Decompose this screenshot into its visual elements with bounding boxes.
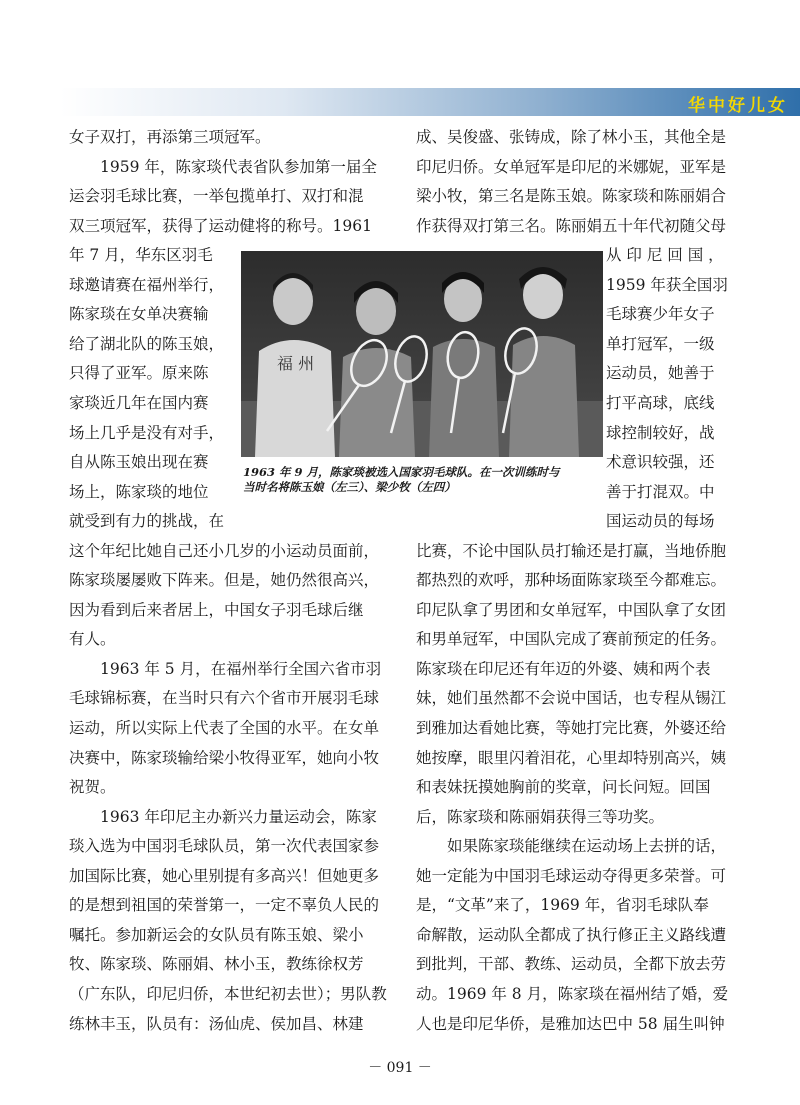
text-line: 家琰近几年在国内赛 xyxy=(69,393,209,412)
text-line: （广东队，印尼归侨，本世纪初去世）；男队教 xyxy=(69,984,387,1003)
text-line: 她一定能为中国羽毛球运动夺得更多荣誉。可 xyxy=(416,866,727,885)
text-line: 就受到有力的挑战，在 xyxy=(69,512,225,531)
text-line: 场上，陈家琰的地位 xyxy=(69,482,209,501)
text-line: 妹，她们虽然都不会说中国话，也专程从锡江 xyxy=(416,689,727,708)
text-line: 毛球锦标赛，在当时只有六个省市开展羽毛球 xyxy=(69,689,380,708)
text-line: 和表妹抚摸她胸前的奖章，问长问短。回国 xyxy=(416,778,711,797)
text-line: 都热烈的欢呼，那种场面陈家琰至今都难忘。 xyxy=(416,571,727,590)
text-line: 年 7 月，华东区羽毛 xyxy=(69,246,213,265)
page-number: － 091 － xyxy=(368,1060,432,1076)
text-line: 运动员，她善于 xyxy=(606,364,715,383)
text-line: 后，陈家琰和陈丽娟获得三等功奖。 xyxy=(416,807,665,826)
text-line: 单打冠军，一级 xyxy=(606,334,715,353)
text-line: 从 印 尼 回 国 ， xyxy=(606,246,724,265)
text-line: 她按摩，眼里闪着泪花，心里却特别高兴，姨 xyxy=(416,748,727,767)
text-line: 印尼队拿了男团和女单冠军，中国队拿了女团 xyxy=(416,600,727,619)
text-line: 毛球赛少年女子 xyxy=(606,305,715,324)
text-line: 球邀请赛在福州举行， xyxy=(69,275,225,294)
text-line: 嘱托。参加新运会的女队员有陈玉娘、梁小 xyxy=(69,925,364,944)
text-line: 打平高球，底线 xyxy=(606,393,715,412)
text-line: 1959 年，陈家琰代表省队参加第一届全 xyxy=(69,157,377,176)
text-line: 女子双打，再添第三项冠军。 xyxy=(69,128,271,146)
text-line: 因为看到后来者居上，中国女子羽毛球后继 xyxy=(69,600,364,619)
text-line: 国运动员的每场 xyxy=(606,512,715,531)
section-header-band xyxy=(60,88,800,116)
text-line: 比赛，不论中国队员打输还是打赢，当地侨胞 xyxy=(416,541,727,560)
text-line: 球控制较好，战 xyxy=(606,423,715,442)
text-line: 到批判，干部、教练、运动员，全都下放去劳 xyxy=(416,955,727,974)
text-line: 成、吴俊盛、张铸成，除了林小玉，其他全是 xyxy=(416,128,727,146)
text-line: 陈家琰在女单决赛输 xyxy=(69,305,209,324)
text-line: 祝贺。 xyxy=(69,778,116,797)
text-line: 双三项冠军，获得了运动健将的称号。1961 xyxy=(69,216,372,235)
text-line: 给了湖北队的陈玉娘， xyxy=(69,334,225,353)
text-line: 梁小牧，第三名是陈玉娘。陈家琰和陈丽娟合 xyxy=(416,187,727,206)
text-line: 善于打混双。中 xyxy=(606,482,715,501)
text-line: 运动，所以实际上代表了全国的水平。在女单 xyxy=(69,719,380,737)
caption-line: 当时名将陈玉娘（左三）、梁少牧（左四） xyxy=(243,480,456,494)
text-line: 决赛中，陈家琰输给梁小牧得亚军，她向小牧 xyxy=(69,748,380,767)
text-line: 有人。 xyxy=(69,630,116,649)
text-line: 人也是印尼华侨，是雅加达巴中 58 届生叫钟 xyxy=(416,1014,725,1033)
text-line: 场上几乎是没有对手， xyxy=(69,423,225,442)
text-line: 和男单冠军，中国队完成了赛前预定的任务。 xyxy=(416,630,727,649)
text-line: 命解散，运动队全都成了执行修正主义路线遭 xyxy=(416,925,727,944)
text-line: 如果陈家琰能继续在运动场上去拼的话， xyxy=(416,837,727,856)
text-line: 是，“文革”来了，1969 年，省羽毛球队奉 xyxy=(416,896,709,915)
text-line: 自从陈玉娘出现在赛 xyxy=(69,453,209,472)
text-line: 动。1969 年 8 月，陈家琰在福州结了婚，爱 xyxy=(416,984,729,1003)
text-line: 印尼归侨。女单冠军是印尼的米娜妮，亚军是 xyxy=(416,157,727,176)
text-line: 琰入选为中国羽毛球队员，第一次代表国家参 xyxy=(69,837,380,856)
text-line: 到雅加达看她比赛，等她打完比赛，外婆还给 xyxy=(416,719,727,737)
text-line: 运会羽毛球比赛，一举包揽单打、双打和混 xyxy=(69,187,364,206)
photo-figure xyxy=(241,251,603,494)
text-line: 1959 年获全国羽 xyxy=(606,275,728,294)
text-line: 1963 年 5 月，在福州举行全国六省市羽 xyxy=(69,659,382,678)
text-line: 加国际比赛，她心里别提有多高兴！但她更多 xyxy=(69,866,380,885)
caption-line: 1963 年 9 月，陈家琰被选入国家羽毛球队。在一次训练时与 xyxy=(243,465,560,479)
photo-caption xyxy=(243,465,603,495)
text-line: 术意识较强，还 xyxy=(606,453,715,472)
section-title: 华中好儿女 xyxy=(688,96,788,116)
shirt-text: 福 州 xyxy=(277,354,315,373)
text-line: 练林丰玉，队员有：汤仙虎、侯加昌、林建 xyxy=(69,1014,364,1033)
text-line: 1963 年印尼主办新兴力量运动会，陈家 xyxy=(69,807,377,826)
team-photo xyxy=(241,251,603,457)
text-line: 陈家琰在印尼还有年迈的外婆、姨和两个表 xyxy=(416,659,711,678)
text-line: 的是想到祖国的荣誉第一，一定不辜负人民的 xyxy=(69,896,380,915)
text-line: 作获得双打第三名。陈丽娟五十年代初随父母 xyxy=(416,216,727,235)
text-line: 陈家琰屡屡败下阵来。但是，她仍然很高兴， xyxy=(69,571,380,590)
text-line: 牧、陈家琰、陈丽娟、林小玉，教练徐权芳 xyxy=(69,955,364,974)
text-line: 这个年纪比她自己还小几岁的小运动员面前， xyxy=(69,541,380,560)
text-line: 只得了亚军。原来陈 xyxy=(69,364,209,383)
